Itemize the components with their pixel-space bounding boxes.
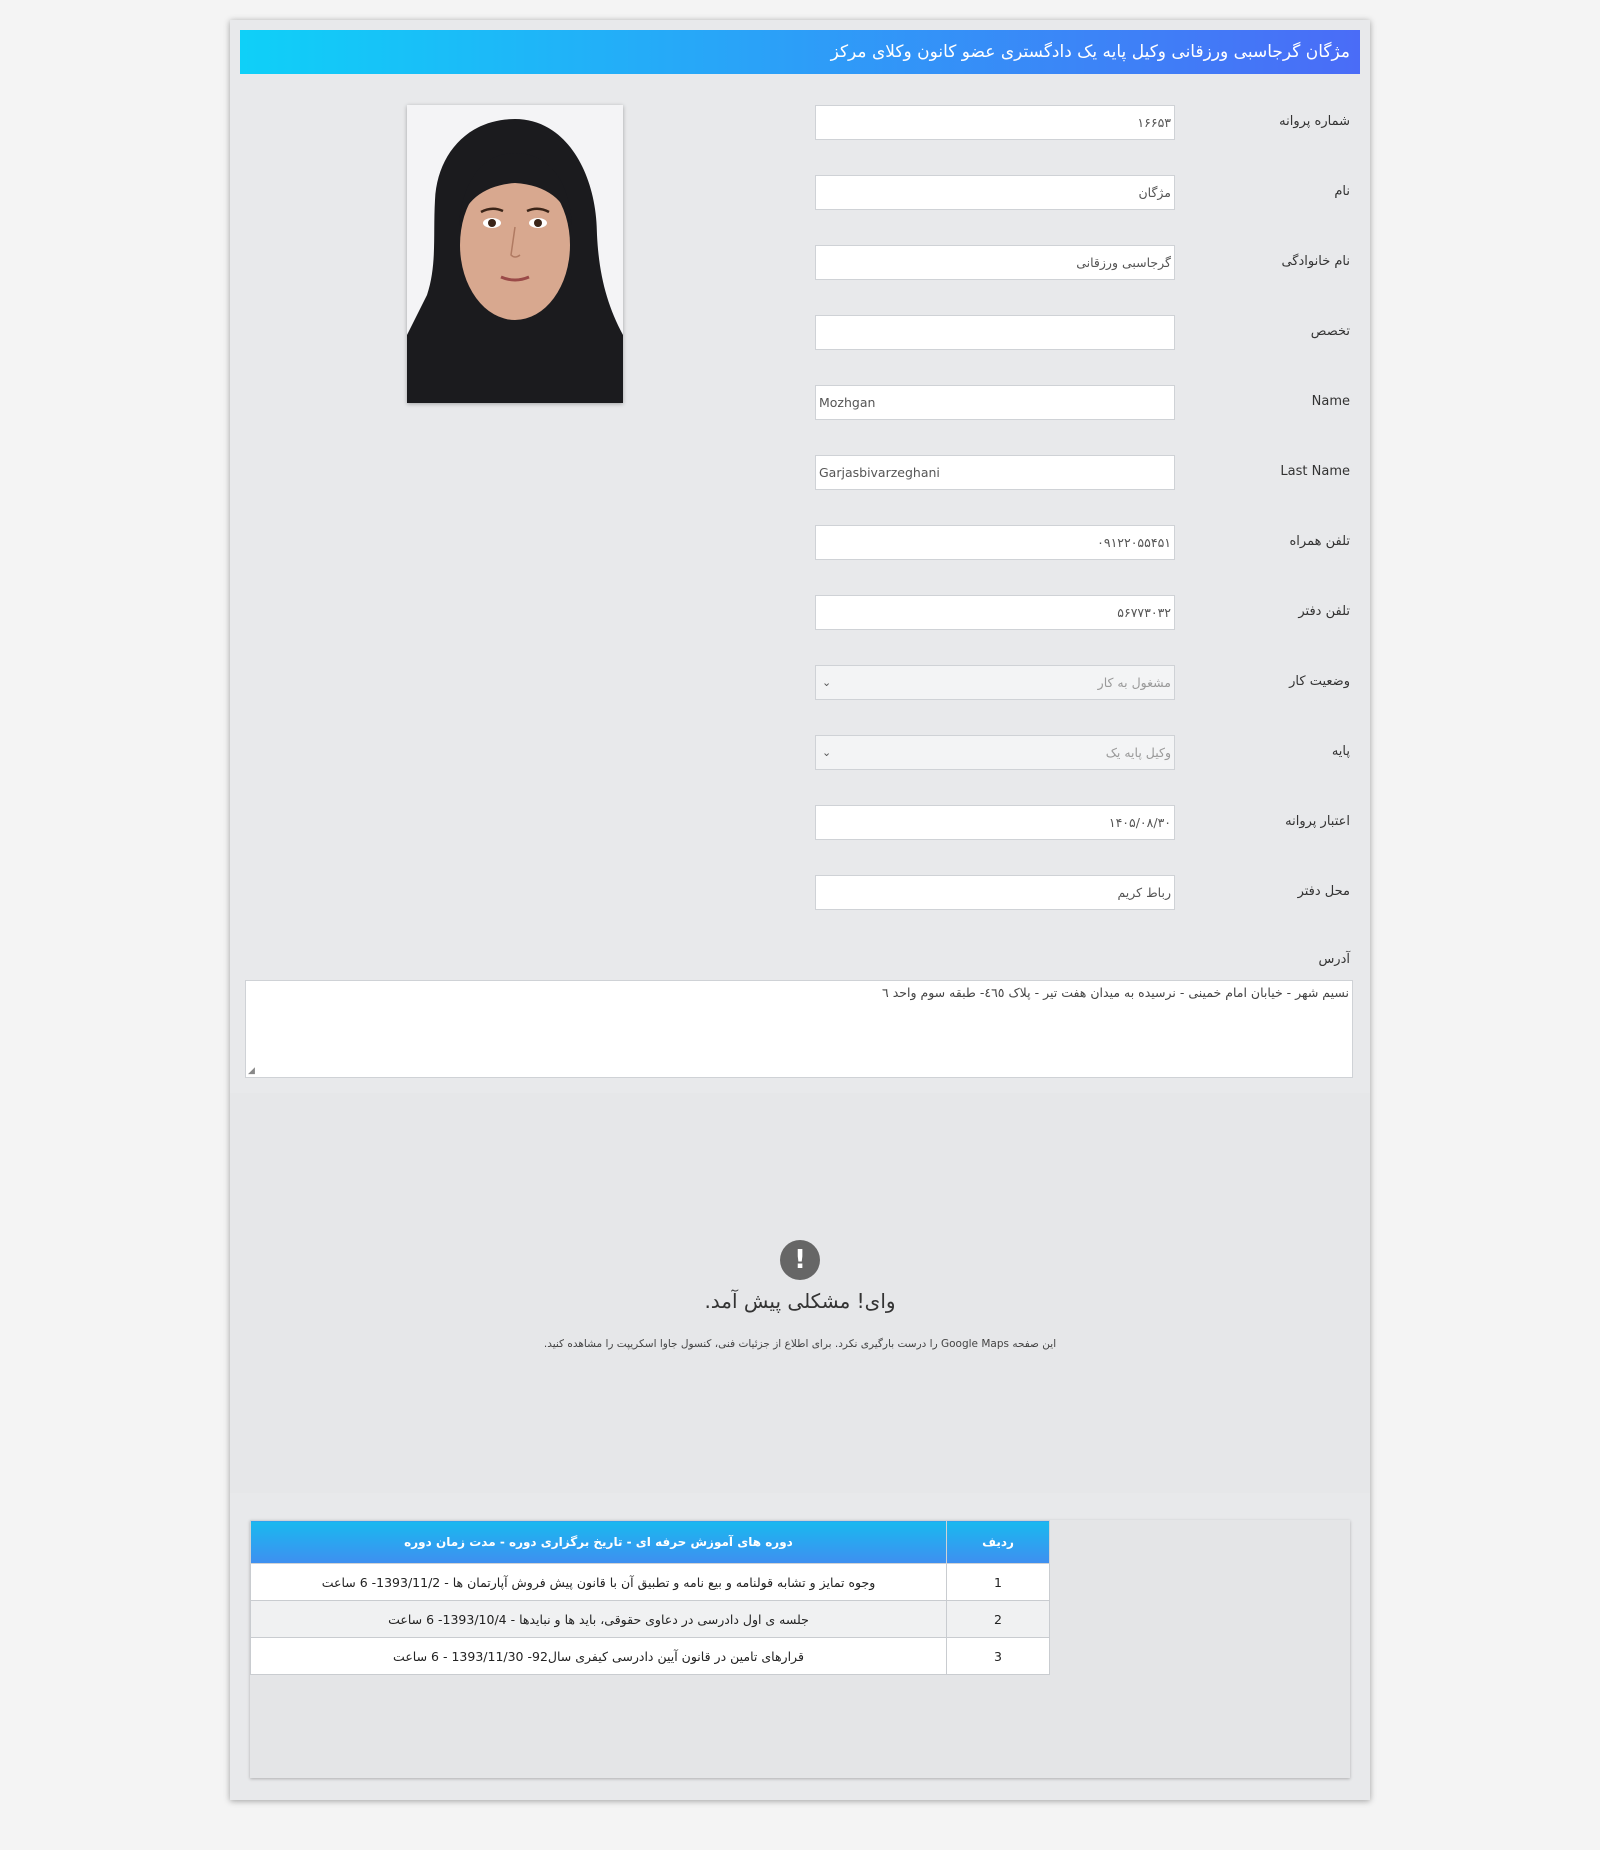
name-en-label: Name: [1311, 394, 1350, 409]
work-status-label: وضعیت کار: [1289, 674, 1350, 689]
table-row: [251, 1564, 1050, 1601]
specialty-label: تخصص: [1310, 324, 1350, 339]
last-name-en-label: Last Name: [1280, 464, 1350, 479]
table-row: [251, 1601, 1050, 1638]
last-name-en-field[interactable]: Garjasbivarzeghani: [815, 455, 1175, 490]
form-row-name-en: [230, 385, 1370, 421]
license-validity-field[interactable]: ۱۴۰۵/۰۸/۳۰: [815, 805, 1175, 840]
chevron-down-icon: ⌄: [822, 746, 832, 759]
address-label: آدرس: [1318, 952, 1350, 967]
form-row-last-name: [230, 245, 1370, 281]
page-title: مژگان گرجاسبی ورزقانی وکیل پایه یک دادگستری عضو کانون وکلای مرکز: [240, 30, 1360, 74]
work-status-select[interactable]: [815, 665, 1175, 700]
map-error-title: وای! مشکلی پیش آمد.: [704, 1289, 896, 1313]
courses-panel: [250, 1520, 1350, 1778]
first-name-field[interactable]: مژگان: [815, 175, 1175, 210]
courses-header-row: [251, 1521, 1050, 1564]
row-no-cell: 2: [947, 1601, 1050, 1638]
grade-value: وکیل پایه یک: [1105, 745, 1171, 760]
form-row-grade: [230, 735, 1370, 771]
office-location-field[interactable]: رباط کریم: [815, 875, 1175, 910]
form-row-office-location: [230, 875, 1370, 911]
form-row-work-status: [230, 665, 1370, 701]
work-status-value: مشغول به کار: [1097, 675, 1171, 690]
form-row-license-no: [230, 105, 1370, 141]
form-row-specialty: [230, 315, 1370, 351]
first-name-label: نام: [1334, 184, 1350, 199]
license-no-label: شماره پروانه: [1279, 114, 1350, 129]
row-no-cell: 1: [947, 1564, 1050, 1601]
courses-table: [250, 1520, 1050, 1675]
last-name-field[interactable]: گرجاسبی ورزقانی: [815, 245, 1175, 280]
resize-grip-icon[interactable]: ◢: [248, 1066, 255, 1076]
grade-select[interactable]: [815, 735, 1175, 770]
address-value: نسیم شهر - خیابان امام خمینی - نرسیده به میدان هفت تیر - پلاک ٤٦٥- طبقه سوم واحد ٦: [882, 985, 1349, 1000]
table-row: [251, 1638, 1050, 1675]
grade-label: پایه: [1331, 744, 1350, 759]
form-row-license-validity: [230, 805, 1370, 841]
course-cell: جلسه ی اول دادرسی در دعاوی حقوقی، باید ها و نبایدها - 1393/10/4- 6 ساعت: [251, 1601, 947, 1638]
course-cell: قرارهای تامین در قانون آیین دادرسی کیفری سال92- 1393/11/30 - 6 ساعت: [251, 1638, 947, 1675]
form-row-first-name: [230, 175, 1370, 211]
mobile-label: تلفن همراه: [1289, 534, 1350, 549]
office-phone-field[interactable]: ۵۶۷۷۳۰۳۲: [815, 595, 1175, 630]
license-no-field[interactable]: ۱۶۶۵۳: [815, 105, 1175, 140]
license-validity-label: اعتبار پروانه: [1285, 814, 1350, 829]
profile-card: [230, 20, 1370, 1800]
course-cell: وجوه تمایز و تشابه قولنامه و بیع نامه و تطبیق آن با قانون پیش فروش آپارتمان ها - 1393/11/2- 6 ساعت: [251, 1564, 947, 1601]
office-location-label: محل دفتر: [1297, 884, 1350, 899]
chevron-down-icon: ⌄: [822, 676, 832, 689]
last-name-label: نام خانوادگی: [1281, 254, 1350, 269]
mobile-field[interactable]: ۰۹۱۲۲۰۵۵۴۵۱: [815, 525, 1175, 560]
exclamation-icon: !: [780, 1240, 820, 1280]
office-phone-label: تلفن دفتر: [1298, 604, 1350, 619]
name-en-field[interactable]: Mozhgan: [815, 385, 1175, 420]
form-row-last-name-en: [230, 455, 1370, 491]
specialty-field[interactable]: [815, 315, 1175, 350]
form-row-office-phone: [230, 595, 1370, 631]
address-textarea[interactable]: [245, 980, 1353, 1078]
row-no-header: ردیف: [947, 1521, 1050, 1564]
row-no-cell: 3: [947, 1638, 1050, 1675]
map-error-message: این صفحه Google Maps را درست بارگیری نکرد. برای اطلاع از جزئیات فنی، کنسول جاوا اسکریپت را مشاهده کنید.: [543, 1338, 1057, 1350]
map-container[interactable]: [230, 1093, 1370, 1493]
form-row-mobile: [230, 525, 1370, 561]
course-header: دوره های آموزش حرفه ای - تاریخ برگزاری دوره - مدت زمان دوره: [251, 1521, 947, 1564]
